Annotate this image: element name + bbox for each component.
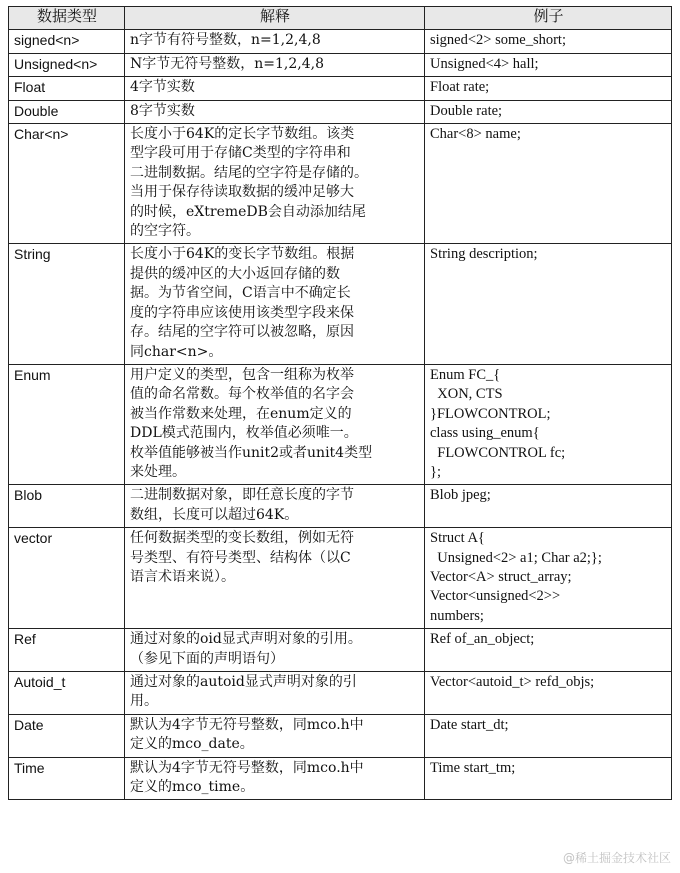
type-cell: Enum <box>9 364 125 484</box>
table-row <box>9 364 672 484</box>
header-type: 数据类型 <box>9 7 125 30</box>
table-row <box>9 714 672 757</box>
example-cell: signed<2> some_short; <box>425 30 672 53</box>
example-cell: Char<8> name; <box>425 124 672 244</box>
type-cell: vector <box>9 528 125 629</box>
header-row <box>9 7 672 30</box>
type-cell: Blob <box>9 485 125 528</box>
example-cell: Blob jpeg; <box>425 485 672 528</box>
description-cell: 4字节实数 <box>125 77 425 100</box>
table-row <box>9 528 672 629</box>
example-cell: Double rate; <box>425 100 672 123</box>
example-cell: Unsigned<4> hall; <box>425 53 672 76</box>
table-row <box>9 672 672 715</box>
table-row <box>9 757 672 800</box>
type-cell: Unsigned<n> <box>9 53 125 76</box>
type-cell: Ref <box>9 629 125 672</box>
type-cell: Char<n> <box>9 124 125 244</box>
table-row <box>9 244 672 364</box>
example-cell: String description; <box>425 244 672 364</box>
description-cell: 8字节实数 <box>125 100 425 123</box>
type-cell: Float <box>9 77 125 100</box>
type-cell: Autoid_t <box>9 672 125 715</box>
header-description: 解释 <box>125 7 425 30</box>
table-row <box>9 485 672 528</box>
table-row <box>9 53 672 76</box>
table-row <box>9 629 672 672</box>
type-cell: signed<n> <box>9 30 125 53</box>
description-cell: 任何数据类型的变长数组，例如无符 号类型、有符号类型、结构体（以C 语言术语来说）。 <box>125 528 425 629</box>
table-row <box>9 77 672 100</box>
example-cell: Time start_tm; <box>425 757 672 800</box>
example-cell: Vector<autoid_t> refd_objs; <box>425 672 672 715</box>
description-cell: 二进制数据对象，即任意长度的字节 数组，长度可以超过64K。 <box>125 485 425 528</box>
description-cell: 长度小于64K的定长字节数组。该类 型字段可用于存储C类型的字符串和 二进制数据。结尾的空字符是存储的。 当用于保存待读取数据的缓冲足够大 的时候，eXtremeDB会自动添加结尾 的空字符。 <box>125 124 425 244</box>
table-row <box>9 30 672 53</box>
table-row <box>9 100 672 123</box>
description-cell: 通过对象的oid显式声明对象的引用。 （参见下面的声明语句） <box>125 629 425 672</box>
description-cell: 用户定义的类型，包含一组称为枚举 值的命名常数。每个枚举值的名字会 被当作常数来处理，在enum定义的 DDL模式范围内，枚举值必须唯一。 枚举值能够被当作unit2或者unit4类型 来处理。 <box>125 364 425 484</box>
table-row <box>9 124 672 244</box>
data-type-table <box>8 6 672 800</box>
example-cell: Float rate; <box>425 77 672 100</box>
example-cell: Struct A{ Unsigned<2> a1; Char a2;}; Vector<A> struct_array; Vector<unsigned<2>> numbers; <box>425 528 672 629</box>
type-cell: Time <box>9 757 125 800</box>
type-cell: Date <box>9 714 125 757</box>
description-cell: 默认为4字节无符号整数，同mco.h中 定义的mco_date。 <box>125 714 425 757</box>
description-cell: n字节有符号整数，n=1,2,4,8 <box>125 30 425 53</box>
description-cell: 长度小于64K的变长字节数组。根据 提供的缓冲区的大小返回存储的数 据。为节省空间，C语言中不确定长 度的字符串应该使用该类型字段来保 存。结尾的空字符可以被忽略，原因 同char<n>。 <box>125 244 425 364</box>
example-cell: Ref of_an_object; <box>425 629 672 672</box>
description-cell: 通过对象的autoid显式声明对象的引 用。 <box>125 672 425 715</box>
type-cell: String <box>9 244 125 364</box>
example-cell: Enum FC_{ XON, CTS }FLOWCONTROL; class using_enum{ FLOWCONTROL fc; }; <box>425 364 672 484</box>
description-cell: N字节无符号整数，n=1,2,4,8 <box>125 53 425 76</box>
type-cell: Double <box>9 100 125 123</box>
header-example: 例子 <box>425 7 672 30</box>
example-cell: Date start_dt; <box>425 714 672 757</box>
description-cell: 默认为4字节无符号整数，同mco.h中 定义的mco_time。 <box>125 757 425 800</box>
watermark: @稀土掘金技术社区 <box>562 851 671 865</box>
